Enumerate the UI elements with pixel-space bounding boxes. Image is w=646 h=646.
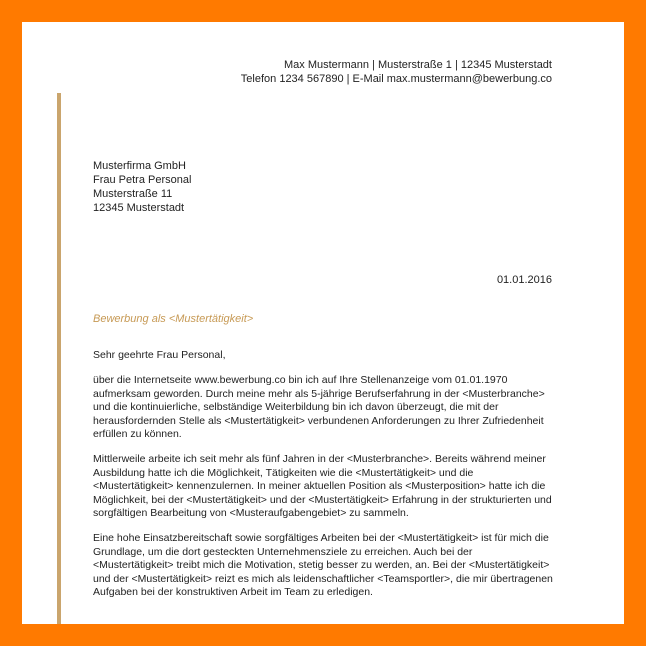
sender-contact: Telefon 1234 567890 | E-Mail max.mustermann@bewerbung.co — [240, 73, 552, 85]
accent-rule — [57, 93, 61, 624]
sender-block — [241, 58, 552, 86]
letter-subject: Bewerbung als <Mustertätigkeit> — [93, 313, 254, 325]
paragraph: Mittlerweile arbeite ich seit mehr als fünf Jahren in der <Musterbranche>. Bereits während meiner Ausbildung hatte ich die Möglichkeit, Tätigkeiten wie die <Mustertätigkeit> und die <Mustertätigkeit> kennenzulernen. In meiner aktuellen Position als <Musterposition> hatte ich die Möglichkeit, bei der <Mustertätigkeit> und der <Mustertätigkeit> Erfahrung in der strukturierten und sorgfältigen Bearbeitung von <Musteraufgabengebiet> zu sammeln. — [93, 453, 552, 520]
paragraph: Eine hohe Einsatzbereitschaft sowie sorgfältiges Arbeiten bei der <Mustertätigkeit> ist für mich die Grundlage, um die dort gesteckten Unternehmensziele zu erreichen. Auch bei der <Mustertätigkeit> treibt mich die Motivation, stetig besser zu werden, an. Bei der <Mustertätigkeit> und der <Mustertätigkeit> reizt es mich als leidenschaftlicher <Teamsportler>, die mir übertragenen Aufgaben bei der konstruktiven Arbeit im Team zu erledigen. — [93, 532, 553, 599]
recipient-city: 12345 Musterstadt — [93, 202, 185, 214]
sender-address: Max Mustermann | Musterstraße 1 | 12345 Musterstadt — [284, 59, 552, 71]
letter-page — [22, 22, 624, 624]
salutation: Sehr geehrte Frau Personal, — [93, 349, 226, 361]
paragraph: über die Internetseite www.bewerbung.co bin ich auf Ihre Stellenanzeige vom 01.01.1970 aufmerksam geworden. Durch meine mehr als 5-jährige Berufserfahrung in der <Musterbranche> und die kontinuierliche, selbständige Weiterbildung bin ich davon überzeugt, die mit der herausfordernden Stelle als <Mustertätigkeit> verbundenen Anforderungen zu Ihrer Zufriedenheit erfüllen zu können. — [93, 374, 545, 441]
letter-body — [93, 349, 553, 612]
recipient-person: Frau Petra Personal — [93, 174, 192, 186]
recipient-block — [93, 159, 191, 215]
recipient-street: Musterstraße 11 — [93, 188, 173, 200]
recipient-company: Musterfirma GmbH — [93, 160, 186, 172]
letter-date: 01.01.2016 — [496, 274, 552, 286]
